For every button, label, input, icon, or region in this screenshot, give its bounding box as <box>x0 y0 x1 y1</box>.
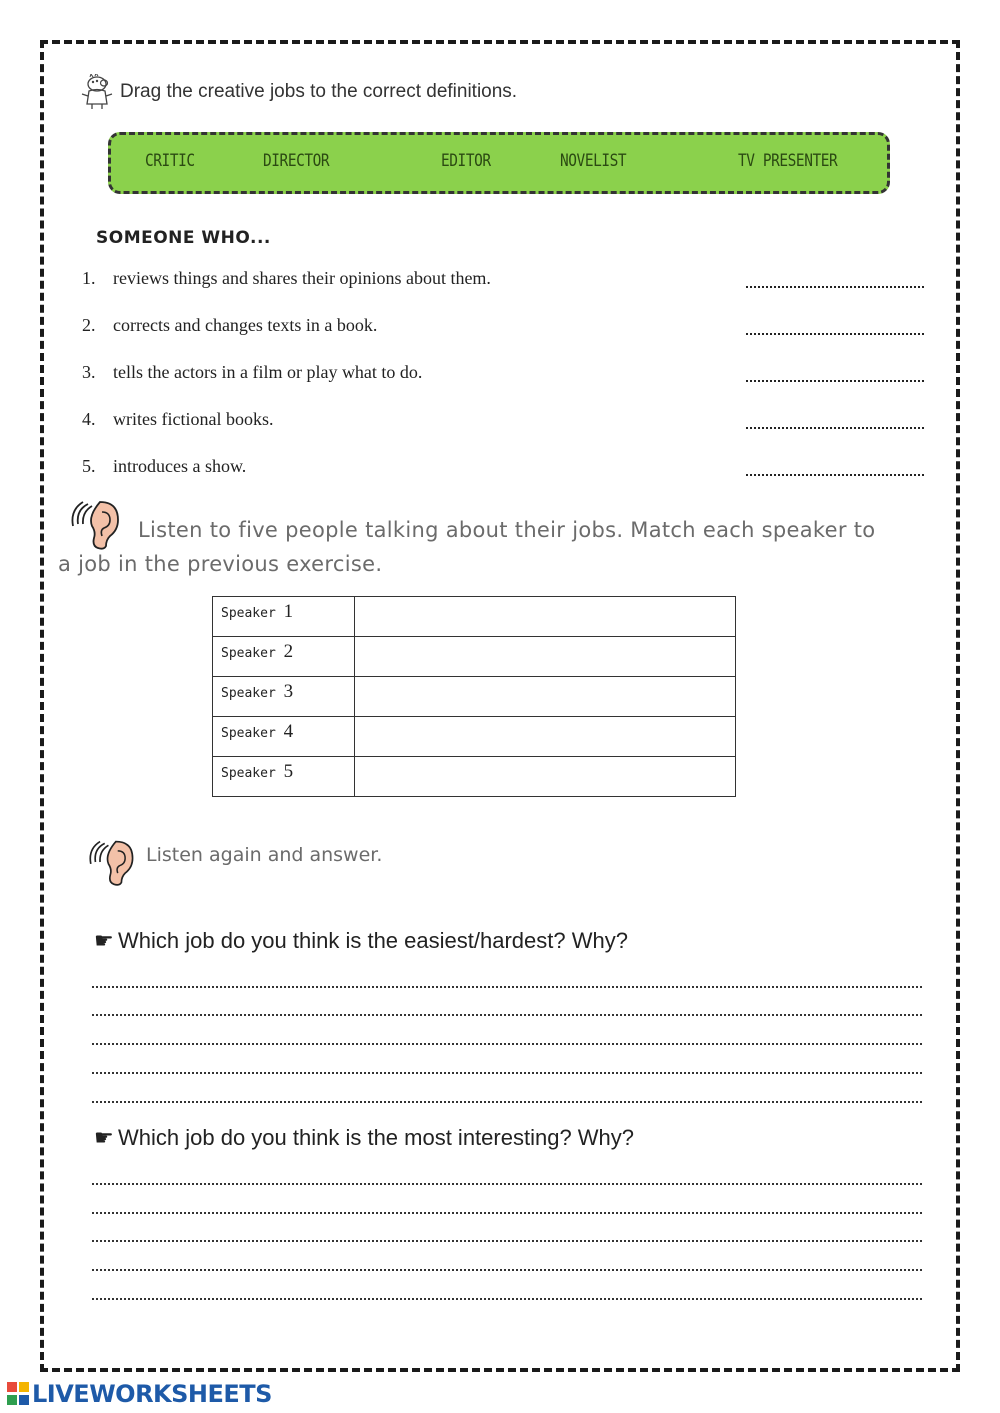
pointing-hand-icon: ☛ <box>94 1125 114 1150</box>
answer-drop-zone[interactable] <box>746 380 924 382</box>
speaker-answer-cell[interactable] <box>355 637 736 677</box>
word-critic[interactable]: CRITIC <box>145 151 195 171</box>
footer-brand <box>6 1380 272 1408</box>
listen-line-1: Listen to five people talking about their jobs. Match each speaker to <box>138 518 876 542</box>
pointing-hand-icon: ☛ <box>94 928 114 953</box>
answer-line[interactable] <box>92 1269 922 1271</box>
speaker-label <box>213 717 355 757</box>
definition-item <box>82 315 927 362</box>
liveworksheets-logo-icon <box>6 1381 30 1407</box>
speaker-number: 5 <box>283 761 294 782</box>
speaker-label <box>213 637 355 677</box>
answer-drop-zone[interactable] <box>746 333 924 335</box>
listen-again-text: Listen again and answer. <box>146 844 383 866</box>
table-row <box>213 717 736 757</box>
answer-line[interactable] <box>92 1043 922 1045</box>
listen-line-2: a job in the previous exercise. <box>58 552 383 576</box>
definition-number: 5. <box>82 456 96 476</box>
definition-item <box>82 409 927 456</box>
speaker-label <box>213 757 355 797</box>
question-1 <box>94 928 628 954</box>
speaker-answer-cell[interactable] <box>355 597 736 637</box>
answer-drop-zone[interactable] <box>746 286 924 288</box>
table-row <box>213 677 736 717</box>
answer-line[interactable] <box>92 1183 922 1185</box>
pig-icon <box>80 74 114 110</box>
speaker-number: 2 <box>283 641 294 662</box>
word-tv-presenter[interactable]: TV PRESENTER <box>738 151 838 171</box>
answer-line[interactable] <box>92 1101 922 1103</box>
word-director[interactable]: DIRECTOR <box>263 151 330 171</box>
speaker-word: Speaker <box>221 766 276 781</box>
speaker-word: Speaker <box>221 726 276 741</box>
speaker-word: Speaker <box>221 646 276 661</box>
definition-number: 3. <box>82 362 96 382</box>
speaker-word: Speaker <box>221 606 276 621</box>
speaker-table <box>212 596 736 797</box>
definition-item <box>82 268 927 315</box>
ear-icon <box>88 834 140 890</box>
word-novelist[interactable]: NOVELIST <box>560 151 627 171</box>
speaker-answer-cell[interactable] <box>355 717 736 757</box>
definition-number: 1. <box>82 268 96 288</box>
instruction-text: Drag the creative jobs to the correct definitions. <box>120 81 518 102</box>
speaker-number: 4 <box>283 721 294 742</box>
answer-line[interactable] <box>92 1212 922 1214</box>
word-bank <box>108 132 890 194</box>
definition-text: reviews things and shares their opinions about them. <box>113 268 491 288</box>
speaker-label <box>213 677 355 717</box>
definition-text: writes fictional books. <box>113 409 274 429</box>
definition-text: corrects and changes texts in a book. <box>113 315 378 335</box>
speaker-number: 3 <box>283 681 294 702</box>
answer-line[interactable] <box>92 1298 922 1300</box>
question-text: Which job do you think is the easiest/hardest? Why? <box>118 928 628 953</box>
instruction <box>80 72 517 112</box>
definition-item <box>82 456 927 503</box>
speaker-answer-cell[interactable] <box>355 677 736 717</box>
definition-number: 4. <box>82 409 96 429</box>
table-row <box>213 597 736 637</box>
definition-text: tells the actors in a film or play what to do. <box>113 362 423 382</box>
answer-line[interactable] <box>92 1014 922 1016</box>
definition-number: 2. <box>82 315 96 335</box>
someone-who-heading: SOMEONE WHO... <box>96 228 271 248</box>
answer-line[interactable] <box>92 1072 922 1074</box>
answer-drop-zone[interactable] <box>746 474 924 476</box>
answer-line[interactable] <box>92 986 922 988</box>
table-row <box>213 637 736 677</box>
speaker-number: 1 <box>283 601 294 622</box>
table-row <box>213 757 736 797</box>
speaker-label <box>213 597 355 637</box>
ear-icon <box>70 496 126 552</box>
speaker-answer-cell[interactable] <box>355 757 736 797</box>
definitions-list <box>82 268 927 503</box>
speaker-word: Speaker <box>221 686 276 701</box>
question-2 <box>94 1125 634 1151</box>
answer-drop-zone[interactable] <box>746 427 924 429</box>
word-editor[interactable]: EDITOR <box>441 151 491 171</box>
footer-text: LIVEWORKSHEETS <box>32 1380 272 1408</box>
definition-item <box>82 362 927 409</box>
question-text: Which job do you think is the most interesting? Why? <box>118 1125 635 1150</box>
answer-line[interactable] <box>92 1240 922 1242</box>
definition-text: introduces a show. <box>113 456 247 476</box>
